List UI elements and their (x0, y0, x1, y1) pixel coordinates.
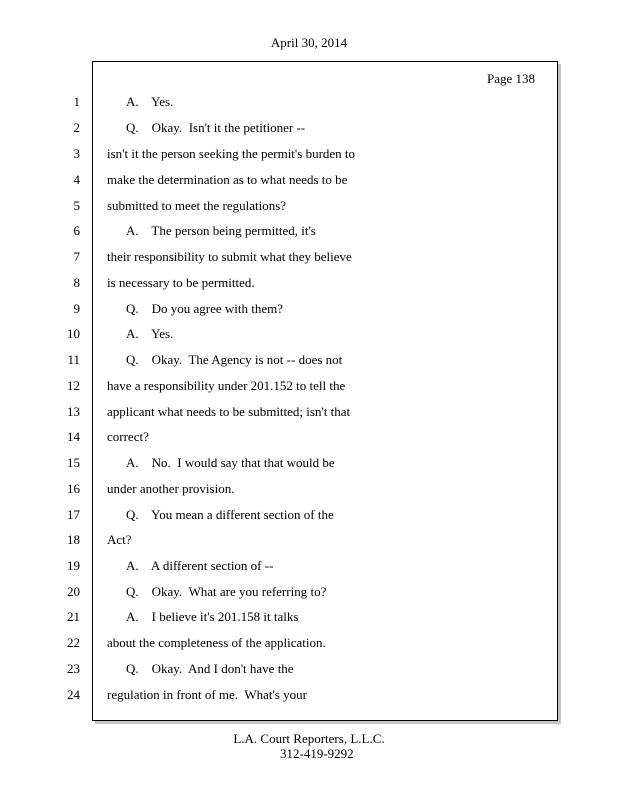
line-number: 24 (67, 687, 80, 702)
transcript-line: A. A different section of -- (126, 558, 274, 573)
line-number: 17 (67, 507, 80, 522)
line-number: 15 (67, 455, 80, 470)
transcript-line: Q. Do you agree with them? (126, 301, 284, 316)
line-number: 9 (73, 301, 80, 316)
transcript-line: Q. Okay. Isn't it the petitioner -- (126, 120, 306, 135)
transcript-line: correct? (107, 429, 149, 444)
transcript-line: Q. Okay. And I don't have the (126, 661, 294, 676)
transcript-line: applicant what needs to be submitted; isn't that (107, 404, 351, 419)
transcript-line: Q. You mean a different section of the (126, 507, 334, 522)
line-number: 5 (73, 198, 80, 213)
line-number: 23 (67, 661, 80, 676)
line-number: 7 (73, 249, 80, 264)
court-reporter-company: L.A. Court Reporters, L.L.C. (233, 731, 385, 746)
line-number: 11 (67, 352, 80, 367)
transcript-line: Q. Okay. The Agency is not -- does not (126, 352, 343, 367)
transcript-line: their responsibility to submit what they believe (107, 249, 352, 264)
line-number: 19 (67, 558, 80, 573)
line-number: 20 (67, 584, 80, 599)
line-number: 10 (67, 326, 80, 341)
transcript-line: A. Yes. (126, 94, 174, 109)
court-reporter-phone: 312-419-9292 (280, 746, 354, 761)
line-number: 6 (73, 223, 80, 238)
line-number: 14 (67, 429, 80, 444)
transcript-line: about the completeness of the application. (107, 635, 326, 650)
transcript-line: Q. Okay. What are you referring to? (126, 584, 327, 599)
page-number: Page 138 (487, 71, 536, 86)
transcript-line: A. Yes. (126, 326, 174, 341)
line-number: 18 (67, 532, 80, 547)
line-number: 13 (67, 404, 80, 419)
transcript-line: have a responsibility under 201.152 to tell the (107, 378, 346, 393)
line-number: 1 (73, 94, 80, 109)
transcript-line: A. I believe it's 201.158 it talks (126, 609, 299, 624)
transcript-line: A. No. I would say that that would be (126, 455, 335, 470)
line-number: 16 (67, 481, 80, 496)
line-number: 4 (73, 172, 80, 187)
line-number: 8 (73, 275, 80, 290)
line-number: 12 (67, 378, 80, 393)
line-number: 3 (73, 146, 80, 161)
transcript-line: is necessary to be permitted. (107, 275, 255, 290)
transcript-line: A. The person being permitted, it's (126, 223, 316, 238)
transcript-line: submitted to meet the regulations? (107, 198, 287, 213)
transcript-date: April 30, 2014 (270, 35, 348, 50)
transcript-line: make the determination as to what needs to be (107, 172, 348, 187)
transcript-line: under another provision. (107, 481, 235, 496)
line-number: 22 (67, 635, 80, 650)
line-number: 21 (67, 609, 80, 624)
transcript-line: isn't it the person seeking the permit's burden to (107, 146, 356, 161)
line-number: 2 (73, 120, 80, 135)
transcript-line: Act? (107, 532, 132, 547)
transcript-line: regulation in front of me. What's your (107, 687, 307, 702)
